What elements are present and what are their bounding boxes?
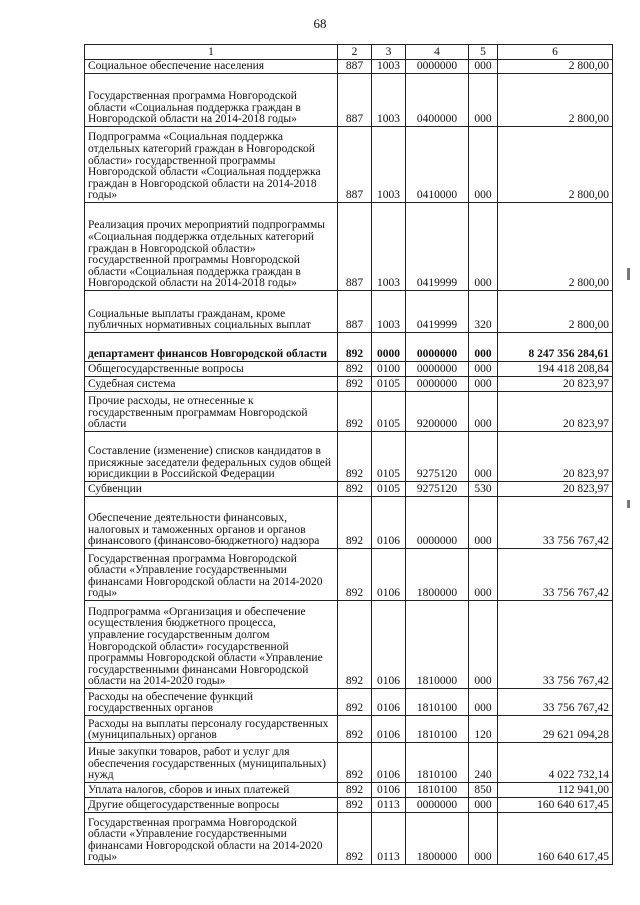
row-name: Уплата налогов, сборов и иных платежей (85, 783, 338, 798)
row-col-4: 0000000 (406, 497, 469, 549)
table-row (85, 716, 613, 743)
table-row (85, 482, 613, 497)
table-row (85, 362, 613, 377)
row-col-5: 320 (469, 291, 498, 333)
row-name: Общегосударственные вопросы (85, 362, 338, 377)
row-col-2: 892 (338, 333, 372, 362)
row-col-3: 1003 (372, 203, 406, 291)
row-name: Субвенции (85, 482, 338, 497)
row-col-3: 0105 (372, 482, 406, 497)
row-col-5: 000 (469, 127, 498, 203)
table-row (85, 798, 613, 813)
table-row (85, 432, 613, 482)
table-row (85, 743, 613, 783)
row-col-2: 892 (338, 362, 372, 377)
table-row (85, 549, 613, 601)
row-name: департамент финансов Новгородской области (85, 333, 338, 362)
header-col-6: 6 (498, 45, 613, 60)
row-name: Другие общегосударственные вопросы (85, 798, 338, 813)
header-col-4: 4 (406, 45, 469, 60)
row-name: Судебная система (85, 377, 338, 392)
row-amount: 29 621 094,28 (498, 716, 613, 743)
row-col-2: 887 (338, 291, 372, 333)
row-col-4: 0400000 (406, 74, 469, 127)
row-name: Обеспечение деятельности финансовых, налоговых и таможенных органов и органов финансового (финансово-бюджетного) надзора (85, 497, 338, 549)
table-row (85, 333, 613, 362)
table-row (85, 60, 613, 74)
row-col-3: 0106 (372, 497, 406, 549)
row-col-3: 0106 (372, 689, 406, 716)
row-col-5: 000 (469, 74, 498, 127)
table-row (85, 497, 613, 549)
row-col-5: 120 (469, 716, 498, 743)
row-col-2: 892 (338, 716, 372, 743)
row-col-4: 0419999 (406, 203, 469, 291)
row-col-3: 0106 (372, 601, 406, 689)
row-col-4: 1800000 (406, 813, 469, 865)
row-name: Государственная программа Новгородской области «Социальная поддержка граждан в Новгородской области на 2014-2018 годы» (85, 74, 338, 127)
row-name: Социальные выплаты гражданам, кроме публичных нормативных социальных выплат (85, 291, 338, 333)
row-amount: 20 823,97 (498, 377, 613, 392)
header-col-2: 2 (338, 45, 372, 60)
header-col-3: 3 (372, 45, 406, 60)
row-col-3: 0113 (372, 813, 406, 865)
row-name: Подпрограмма «Социальная поддержка отдельных категорий граждан в Новгородской области» государственной программы Новгородской области «Социальная поддержка граждан в Новгородской области на 2014-2018 годы» (85, 127, 338, 203)
row-name: Государственная программа Новгородской области «Управление государственными финансами Новгородской области на 2014-2020 годы» (85, 813, 338, 865)
row-amount: 8 247 356 284,61 (498, 333, 613, 362)
row-amount: 2 800,00 (498, 60, 613, 74)
row-col-5: 000 (469, 432, 498, 482)
row-col-4: 0410000 (406, 127, 469, 203)
row-col-4: 1810100 (406, 716, 469, 743)
row-name: Государственная программа Новгородской области «Управление государственными финансами Новгородской области на 2014-2020 годы» (85, 549, 338, 601)
table-row (85, 74, 613, 127)
row-col-2: 887 (338, 127, 372, 203)
row-amount: 2 800,00 (498, 291, 613, 333)
row-amount: 20 823,97 (498, 482, 613, 497)
row-col-4: 1810100 (406, 689, 469, 716)
row-col-3: 1003 (372, 291, 406, 333)
row-col-3: 0100 (372, 362, 406, 377)
table-row (85, 377, 613, 392)
row-col-4: 0000000 (406, 362, 469, 377)
row-amount: 4 022 732,14 (498, 743, 613, 783)
row-col-2: 892 (338, 549, 372, 601)
row-col-4: 1810100 (406, 743, 469, 783)
row-amount: 20 823,97 (498, 392, 613, 432)
row-col-3: 0106 (372, 716, 406, 743)
row-col-5: 000 (469, 377, 498, 392)
page-number: 68 (313, 16, 327, 31)
table-row (85, 813, 613, 865)
row-col-5: 000 (469, 689, 498, 716)
row-col-2: 892 (338, 377, 372, 392)
row-col-4: 1810000 (406, 601, 469, 689)
header-col-5: 5 (469, 45, 498, 60)
row-amount: 33 756 767,42 (498, 601, 613, 689)
table-row (85, 689, 613, 716)
row-col-2: 892 (338, 482, 372, 497)
row-col-2: 892 (338, 432, 372, 482)
table-row (85, 392, 613, 432)
table-row (85, 291, 613, 333)
row-col-4: 0000000 (406, 60, 469, 74)
row-col-4: 0000000 (406, 377, 469, 392)
row-col-5: 000 (469, 392, 498, 432)
row-amount: 20 823,97 (498, 432, 613, 482)
budget-table (84, 44, 613, 865)
row-col-3: 0105 (372, 377, 406, 392)
row-col-2: 892 (338, 798, 372, 813)
row-col-2: 887 (338, 203, 372, 291)
header-col-1: 1 (85, 45, 338, 60)
table-row (85, 127, 613, 203)
table-row (85, 601, 613, 689)
row-col-4: 9275120 (406, 432, 469, 482)
row-col-3: 0106 (372, 783, 406, 798)
row-col-4: 1800000 (406, 549, 469, 601)
row-name: Прочие расходы, не отнесенные к государственным программам Новгородской области (85, 392, 338, 432)
row-amount: 112 941,00 (498, 783, 613, 798)
row-col-5: 000 (469, 497, 498, 549)
row-name: Подпрограмма «Организация и обеспечение осуществления бюджетного процесса, управление государственным долгом Новгородской области» государственной программы Новгородской области «Управление государственными финансами Новгородской области на 2014-2020 годы» (85, 601, 338, 689)
table-header-row (85, 45, 613, 60)
row-col-5: 240 (469, 743, 498, 783)
row-amount: 2 800,00 (498, 203, 613, 291)
row-col-4: 1810100 (406, 783, 469, 798)
row-col-2: 892 (338, 813, 372, 865)
row-col-3: 0106 (372, 549, 406, 601)
row-col-5: 000 (469, 798, 498, 813)
row-col-4: 0419999 (406, 291, 469, 333)
row-amount: 2 800,00 (498, 127, 613, 203)
row-col-3: 0106 (372, 743, 406, 783)
row-amount: 194 418 208,84 (498, 362, 613, 377)
row-name: Реализация прочих мероприятий подпрограммы «Социальная поддержка отдельных категорий граждан в Новгородской области» государственной программы Новгородской области «Социальная поддержка граждан в Новгородской области на 2014-2018 годы» (85, 203, 338, 291)
row-col-5: 000 (469, 362, 498, 377)
table-row (85, 203, 613, 291)
row-amount: 33 756 767,42 (498, 549, 613, 601)
row-col-2: 892 (338, 601, 372, 689)
row-col-3: 0105 (372, 392, 406, 432)
row-col-4: 0000000 (406, 798, 469, 813)
row-col-5: 000 (469, 813, 498, 865)
row-col-2: 887 (338, 74, 372, 127)
row-name: Социальное обеспечение населения (85, 60, 338, 74)
row-col-5: 530 (469, 482, 498, 497)
row-amount: 160 640 617,45 (498, 798, 613, 813)
row-col-2: 892 (338, 743, 372, 783)
row-col-3: 1003 (372, 60, 406, 74)
row-col-4: 9200000 (406, 392, 469, 432)
row-name: Составление (изменение) списков кандидатов в присяжные заседатели федеральных судов общей юрисдикции в Российской Федерации (85, 432, 338, 482)
row-name: Расходы на обеспечение функций государственных органов (85, 689, 338, 716)
row-amount: 33 756 767,42 (498, 497, 613, 549)
row-amount: 2 800,00 (498, 74, 613, 127)
row-col-3: 1003 (372, 127, 406, 203)
row-col-3: 0000 (372, 333, 406, 362)
row-col-4: 0000000 (406, 333, 469, 362)
row-amount: 33 756 767,42 (498, 689, 613, 716)
row-col-2: 892 (338, 783, 372, 798)
row-col-5: 000 (469, 60, 498, 74)
row-col-3: 0113 (372, 798, 406, 813)
row-col-3: 0105 (372, 432, 406, 482)
scan-artifact-mark (627, 500, 630, 508)
row-col-2: 892 (338, 689, 372, 716)
row-col-5: 850 (469, 783, 498, 798)
row-name: Расходы на выплаты персоналу государственных (муниципальных) органов (85, 716, 338, 743)
row-col-2: 892 (338, 497, 372, 549)
row-col-5: 000 (469, 601, 498, 689)
row-col-3: 1003 (372, 74, 406, 127)
row-col-2: 892 (338, 392, 372, 432)
row-col-5: 000 (469, 203, 498, 291)
table-row (85, 783, 613, 798)
row-col-2: 887 (338, 60, 372, 74)
row-col-4: 9275120 (406, 482, 469, 497)
row-name: Иные закупки товаров, работ и услуг для обеспечения государственных (муниципальных) нужд (85, 743, 338, 783)
row-col-5: 000 (469, 549, 498, 601)
scan-artifact-mark (627, 268, 630, 280)
row-col-5: 000 (469, 333, 498, 362)
row-amount: 160 640 617,45 (498, 813, 613, 865)
